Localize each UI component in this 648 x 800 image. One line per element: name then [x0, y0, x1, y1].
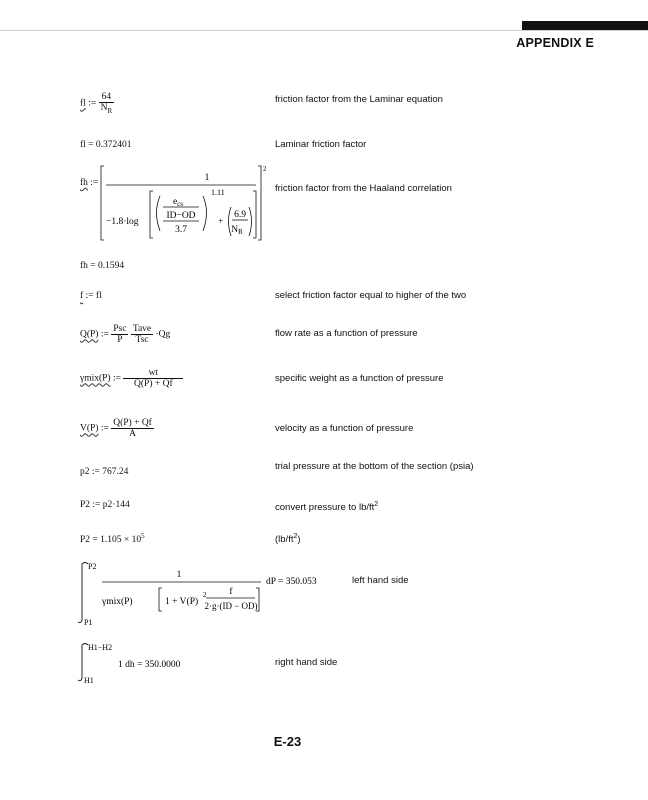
p2-trial: p2 := 767.24: [80, 467, 129, 477]
f-rhs: := fl: [85, 291, 102, 301]
log-coefficient: −1.8·log: [106, 217, 139, 227]
squared-sup: 2: [374, 501, 379, 508]
units-text: (lb/ft: [275, 534, 294, 546]
gamma-description: specific weight as a function of pressure: [275, 373, 444, 384]
fh-definition: [80, 178, 98, 188]
three-seven-label: 3.7: [175, 225, 187, 235]
outer-right-bracket: [258, 166, 261, 240]
r-subscript: R: [107, 106, 113, 115]
gamma-fraction: [123, 368, 183, 389]
paren-left: [157, 196, 161, 231]
ecs-symbol: $e_{cs}$: [172, 197, 184, 208]
qg-term: ·Qg: [155, 329, 171, 340]
tave-numerator: Tave: [132, 324, 152, 334]
n-symbol: N: [100, 103, 108, 113]
vp-fraction: [111, 418, 154, 439]
integrand-numerator: 1: [176, 570, 182, 580]
wt-numerator: wt: [148, 368, 159, 378]
id-od-label: ID−OD: [166, 211, 196, 221]
assign-op: :=: [100, 329, 109, 340]
f-denominator: 2·g·(ID − OD): [204, 601, 258, 611]
qp-symbol: Q(P): [80, 329, 99, 340]
integral-upper-limit: P2: [88, 562, 97, 571]
tave-fraction: [131, 324, 153, 345]
units-close: ): [297, 534, 301, 546]
rhs-integral: [76, 640, 276, 685]
f-symbol: f: [80, 291, 84, 301]
six-nine-label: 6.9: [234, 210, 246, 220]
f-description: select friction factor equal to higher of the two: [275, 290, 467, 301]
assign-op: :=: [88, 98, 97, 109]
fl-value: fl = 0.372401: [80, 140, 132, 150]
fl-symbol: fl: [80, 98, 86, 109]
rhs-upper-limit: H1−H2: [88, 643, 113, 652]
psc-numerator: Psc: [113, 324, 127, 334]
fl-definition: [80, 92, 114, 115]
rhs-description: right hand side: [275, 657, 338, 668]
velocity-term: 1 + V(P): [165, 597, 199, 607]
a-denominator: A: [111, 428, 154, 439]
units-sup: 2: [293, 533, 298, 540]
inner-left-bracket: [150, 191, 153, 238]
fl-numerator: 64: [101, 92, 112, 102]
outer-exponent: 2: [263, 165, 267, 173]
gamma-denominator: Q(P) + Qf: [123, 378, 183, 389]
p2-trial-description: trial pressure at the bottom of the section (psia): [275, 461, 474, 472]
rhs-body: 1 dh = 350.0000: [118, 660, 181, 670]
lhs-description: left hand side: [352, 575, 409, 586]
nr-symbol: $N_R$: [231, 225, 243, 236]
assign-op: :=: [112, 373, 121, 384]
vp-numerator: Q(P) + Qf: [113, 418, 152, 428]
exponent-sup: 5: [141, 532, 145, 540]
assign-op: :=: [100, 423, 109, 434]
assign-op: :=: [90, 178, 99, 188]
fl-description: friction factor from the Laminar equation: [275, 94, 443, 105]
qp-definition: [80, 324, 170, 345]
fl-value-description: Laminar friction factor: [275, 139, 367, 150]
f-numerator: f: [229, 587, 233, 597]
paren-right: [203, 196, 207, 231]
psc-fraction: [111, 324, 128, 345]
p2-convert-description: [275, 499, 378, 515]
inner-right-bracket: [253, 191, 256, 238]
qp-description: flow rate as a function of pressure: [275, 328, 418, 339]
integral-lower-limit: P1: [84, 618, 93, 627]
gamma-term: γmix(P): [102, 597, 133, 607]
fh-description: friction factor from the Haaland correlation: [275, 183, 452, 194]
paren2-right: [249, 207, 252, 236]
gamma-definition: [80, 368, 183, 389]
velocity-squared: 2: [203, 591, 207, 599]
vp-symbol: V(P): [80, 423, 99, 434]
f-definition: [80, 291, 102, 301]
p2-convert: P2 := p2·144: [80, 500, 130, 510]
header-rule: [0, 30, 648, 31]
friction-left-bracket: [159, 588, 162, 611]
p2-value: [80, 532, 145, 545]
plus-sign: +: [218, 217, 224, 227]
outer-left-bracket: [101, 166, 104, 240]
p2-units: [275, 531, 301, 547]
integral-sign: [78, 563, 88, 623]
numerator-one: 1: [204, 173, 210, 183]
lhs-integral: [76, 558, 346, 628]
page-number: E-23: [273, 734, 302, 749]
fl-denominator: [99, 102, 115, 115]
haaland-equation: [100, 163, 270, 243]
fh-value: fh = 0.1594: [80, 261, 125, 271]
lhs-result: dP = 350.053: [266, 577, 317, 587]
vp-definition: [80, 418, 154, 439]
inner-exponent: 1.11: [211, 188, 225, 197]
tsc-denominator: Tsc: [131, 334, 153, 345]
gamma-symbol: γmix(P): [80, 373, 111, 384]
p2-convert-text: convert pressure to lb/ft: [275, 502, 375, 514]
vp-description: velocity as a function of pressure: [275, 423, 414, 434]
rhs-lower-limit: H1: [84, 676, 94, 685]
appendix-title: APPENDIX E: [516, 36, 594, 50]
p2-value-text: P2 = 1.105 × 10: [80, 535, 142, 546]
fl-fraction: [99, 92, 115, 115]
fh-symbol: fh: [80, 178, 88, 188]
p-denominator: P: [111, 334, 128, 345]
